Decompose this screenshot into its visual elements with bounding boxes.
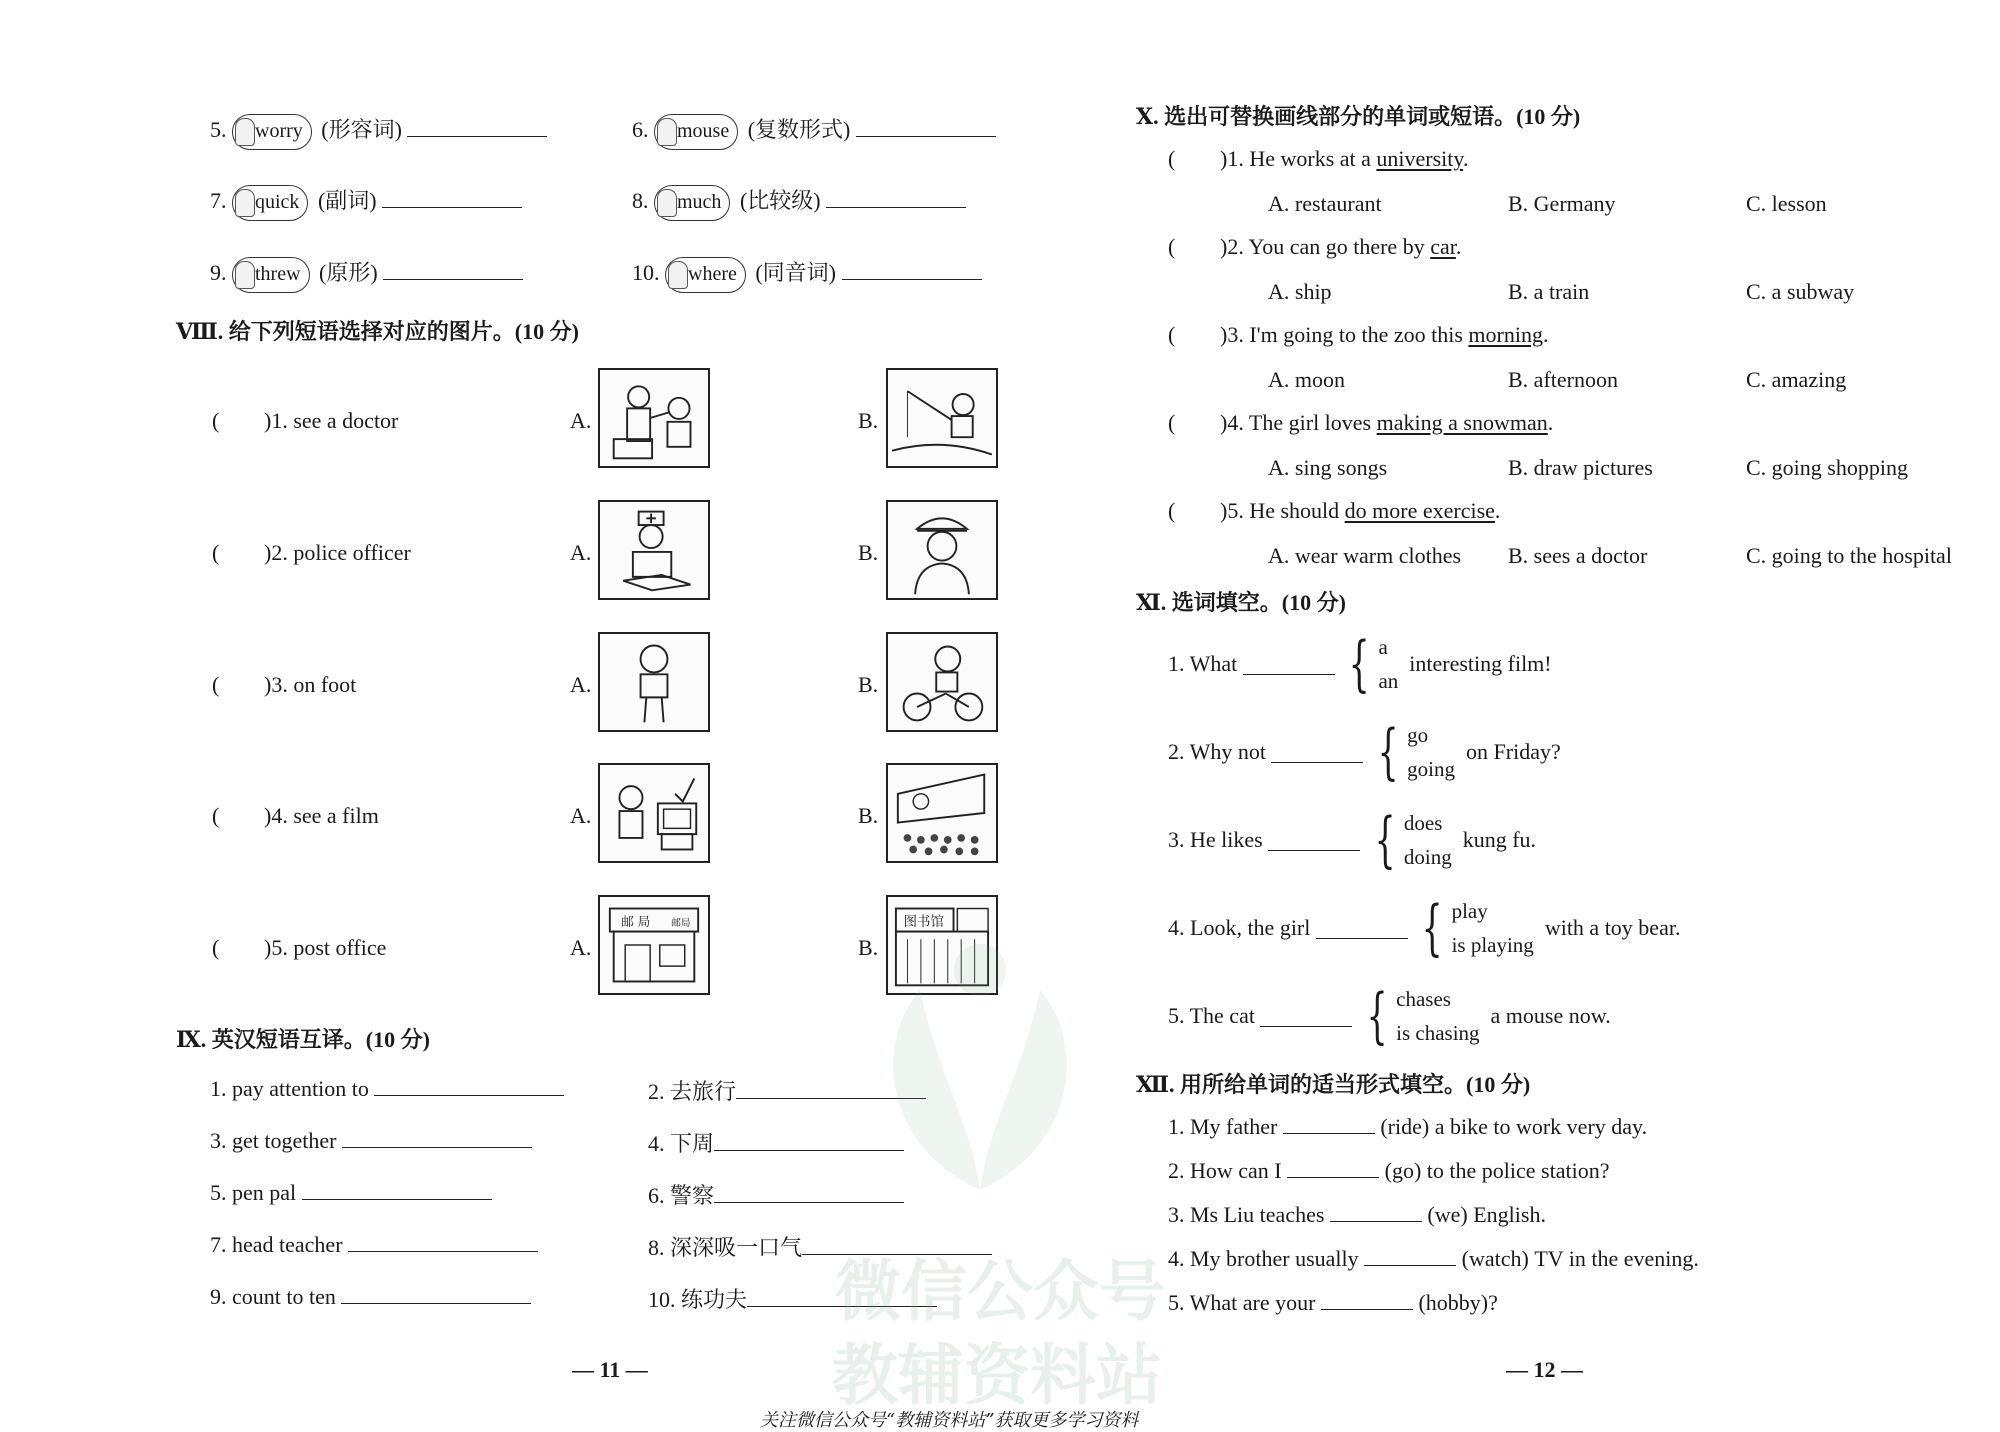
paren: ( — [212, 803, 220, 828]
underlined-phrase: university — [1376, 146, 1463, 171]
answer-blank[interactable] — [842, 259, 982, 280]
question-tail: ? — [1488, 1290, 1498, 1315]
word-option[interactable]: a — [1378, 635, 1388, 659]
word-box: where — [665, 257, 746, 293]
question-text: )1. He works at a — [1220, 146, 1377, 171]
paren: ( — [1168, 234, 1176, 259]
word-options — [1404, 806, 1452, 874]
question-text: )4. The girl loves — [1220, 410, 1377, 435]
question-text: 5. The cat — [1168, 1003, 1255, 1028]
word-option[interactable]: does — [1403, 811, 1443, 835]
translate-prompt: 1. pay attention to — [210, 1076, 369, 1101]
hint: (形容词) — [321, 117, 402, 142]
answer-blank[interactable] — [1364, 1245, 1456, 1266]
question-tail: a mouse now. — [1490, 1003, 1611, 1028]
answer-blank[interactable] — [341, 1283, 531, 1304]
word-options — [1396, 982, 1479, 1050]
item-number: 9. — [210, 260, 227, 285]
translate-prompt: 6. 警察 — [648, 1183, 715, 1208]
paren: ( — [1168, 322, 1176, 347]
word-option[interactable]: is playing — [1451, 933, 1534, 957]
answer-blank[interactable] — [856, 116, 996, 137]
bike-picture[interactable] — [886, 632, 998, 732]
option-b-label: B. — [858, 408, 879, 433]
paren: ( — [212, 408, 220, 433]
match-label: )2. police officer — [264, 540, 411, 565]
choice-question-4 — [1168, 410, 1553, 436]
question-text: 4. Look, the girl — [1168, 915, 1311, 940]
option-a[interactable]: A. sing songs — [1268, 455, 1388, 480]
option-b-label: B. — [858, 803, 879, 828]
question-tail: kung fu. — [1462, 827, 1537, 852]
choice-question-1 — [1168, 146, 1468, 172]
section-9-title: Ⅸ. 英汉短语互译。(10 分) — [176, 1027, 430, 1052]
question-text: 2. Why not — [1168, 739, 1266, 764]
section-12-title: Ⅻ. 用所给单词的适当形式填空。(10 分) — [1136, 1072, 1531, 1097]
translate-item — [210, 1283, 531, 1310]
word-item-6 — [632, 113, 996, 150]
question-text: 2. How can I — [1168, 1158, 1282, 1183]
fishing-picture[interactable] — [886, 368, 998, 468]
answer-blank[interactable] — [407, 116, 547, 137]
form-fill-3 — [1168, 1201, 1546, 1228]
paren: ( — [212, 540, 220, 565]
answer-blank[interactable] — [342, 1127, 532, 1148]
match-item-2 — [212, 540, 411, 566]
word-box: mouse — [654, 114, 738, 150]
section-11-title: Ⅺ. 选词填空。(10 分) — [1136, 590, 1346, 615]
doctor-picture[interactable] — [598, 368, 710, 468]
word-item-8 — [632, 184, 966, 221]
answer-blank[interactable] — [1260, 1006, 1352, 1027]
hint: (复数形式) — [747, 117, 851, 142]
choice-question-2 — [1168, 234, 1461, 260]
option-a[interactable]: A. moon — [1268, 367, 1345, 392]
word-box: quick — [232, 185, 308, 221]
fill-choice-2 — [1168, 718, 1561, 786]
page-number-12: — 12 — — [1506, 1357, 1583, 1382]
match-label: )3. on foot — [264, 672, 357, 697]
answer-blank[interactable] — [348, 1231, 538, 1252]
option-b[interactable]: B. a train — [1508, 279, 1590, 304]
translate-prompt: 10. 练功夫 — [648, 1287, 748, 1312]
question-tail: interesting film! — [1409, 651, 1552, 676]
option-a-label: A. — [570, 408, 592, 433]
answer-blank[interactable] — [1316, 918, 1408, 939]
question-text: )5. He should — [1220, 498, 1345, 523]
question-text: 5. What are your — [1168, 1290, 1316, 1315]
option-b[interactable]: B. afternoon — [1508, 367, 1618, 392]
hint: (we) — [1427, 1202, 1468, 1227]
fill-choice-1 — [1168, 630, 1552, 698]
word-option[interactable]: going — [1407, 757, 1456, 781]
watermark-line1: 微信公众号 — [835, 1253, 1165, 1330]
word-box: worry — [232, 114, 312, 150]
word-item-9 — [210, 256, 523, 293]
answer-blank[interactable] — [826, 187, 966, 208]
question-text: )3. I'm going to the zoo this — [1220, 322, 1469, 347]
question-text: 3. Ms Liu teaches — [1168, 1202, 1325, 1227]
translate-prompt: 7. head teacher — [210, 1232, 343, 1257]
word-option[interactable]: go — [1407, 723, 1429, 747]
punct: . — [1455, 234, 1462, 259]
paren: ( — [212, 672, 220, 697]
fill-choice-5 — [1168, 982, 1611, 1050]
cinema-picture[interactable] — [886, 763, 998, 863]
match-item-1 — [212, 408, 398, 434]
underlined-phrase: car — [1430, 234, 1456, 259]
leaf-watermark-icon — [830, 930, 1130, 1230]
paren: ( — [1168, 498, 1176, 523]
post-sign-small: 邮局 — [671, 917, 691, 929]
word-option[interactable]: doing — [1403, 845, 1452, 869]
match-label: )5. post office — [264, 935, 387, 960]
match-item-3 — [212, 672, 356, 698]
question-tail: to the police station? — [1426, 1158, 1610, 1183]
choice-question-5 — [1168, 498, 1500, 524]
question-text: )2. You can go there by — [1220, 234, 1431, 259]
translate-prompt: 3. get together — [210, 1128, 337, 1153]
paren: ( — [212, 935, 220, 960]
option-b-label: B. — [858, 672, 879, 697]
punct: . — [1494, 498, 1501, 523]
word-option[interactable]: is chasing — [1396, 1021, 1480, 1045]
option-c[interactable]: C. going to the hospital — [1746, 543, 1952, 568]
punct: . — [1547, 410, 1554, 435]
question-text: 1. What — [1168, 651, 1238, 676]
option-b-label: B. — [858, 935, 879, 960]
hint: (hobby) — [1418, 1290, 1489, 1315]
question-tail: a bike to work very day. — [1434, 1114, 1648, 1139]
translate-prompt: 2. 去旅行 — [648, 1079, 737, 1104]
answer-blank[interactable] — [383, 259, 523, 280]
punct: . — [1462, 146, 1469, 171]
form-fill-1 — [1168, 1113, 1647, 1140]
question-tail: English. — [1473, 1202, 1546, 1227]
brace: { — [1374, 805, 1396, 875]
question-text: 1. My father — [1168, 1114, 1278, 1139]
option-c[interactable]: C. lesson — [1746, 191, 1827, 216]
paren: ( — [1168, 146, 1176, 171]
post-sign: 邮 局 — [621, 913, 651, 929]
option-b[interactable]: B. draw pictures — [1508, 455, 1653, 480]
word-options — [1407, 718, 1455, 786]
form-fill-5 — [1168, 1289, 1498, 1316]
footer-note: 关注微信公众号“教辅资料站”获取更多学习资料 — [760, 1410, 1139, 1431]
underlined-phrase: do more exercise — [1344, 498, 1495, 523]
fill-choice-4 — [1168, 894, 1680, 962]
option-a[interactable]: A. ship — [1268, 279, 1332, 304]
underlined-phrase: morning — [1468, 322, 1543, 347]
item-number: 6. — [632, 117, 649, 142]
brace: { — [1421, 893, 1443, 963]
word-option[interactable]: play — [1451, 899, 1488, 923]
item-number: 8. — [632, 188, 649, 213]
word-options — [1452, 894, 1534, 962]
answer-blank[interactable] — [374, 1075, 564, 1096]
translate-item — [210, 1127, 532, 1154]
option-a-label: A. — [570, 803, 592, 828]
option-a[interactable]: A. wear warm clothes — [1268, 543, 1462, 568]
question-tail: with a toy bear. — [1544, 915, 1681, 940]
question-text: 3. He likes — [1168, 827, 1263, 852]
answer-blank[interactable] — [1330, 1201, 1422, 1222]
translate-prompt: 5. pen pal — [210, 1180, 297, 1205]
form-fill-2 — [1168, 1157, 1609, 1184]
word-item-10 — [632, 256, 982, 293]
answer-blank[interactable] — [1321, 1289, 1413, 1310]
option-b[interactable]: B. sees a doctor — [1508, 543, 1648, 568]
form-fill-4 — [1168, 1245, 1699, 1272]
hint: (原形) — [319, 260, 378, 285]
translate-item — [210, 1231, 538, 1258]
translate-prompt: 8. 深深吸一口气 — [648, 1235, 803, 1260]
hint: (同音词) — [755, 260, 837, 285]
word-item-7 — [210, 184, 522, 221]
question-tail: TV in the evening. — [1534, 1246, 1699, 1271]
option-b[interactable]: B. Germany — [1508, 191, 1616, 216]
option-b-label: B. — [858, 540, 879, 565]
library-sign: 图书馆 — [903, 914, 944, 930]
hint: (go) — [1384, 1158, 1422, 1183]
option-a-label: A. — [570, 540, 592, 565]
option-a-label: A. — [570, 672, 592, 697]
choice-question-3 — [1168, 322, 1548, 348]
word-item-5 — [210, 113, 547, 150]
hint: (watch) — [1461, 1246, 1529, 1271]
answer-blank[interactable] — [1271, 742, 1363, 763]
fill-choice-3 — [1168, 806, 1536, 874]
word-box: threw — [232, 257, 310, 293]
walking-boy-picture[interactable] — [598, 632, 710, 732]
question-text: 4. My brother usually — [1168, 1246, 1359, 1271]
paren: ( — [1168, 410, 1176, 435]
match-item-4 — [212, 803, 379, 829]
hint: (比较级) — [739, 188, 821, 213]
item-number: 5. — [210, 117, 227, 142]
answer-blank[interactable] — [1268, 830, 1360, 851]
question-tail: on Friday? — [1466, 739, 1561, 764]
match-label: )4. see a film — [264, 803, 379, 828]
word-option[interactable]: an — [1378, 669, 1399, 693]
brace: { — [1366, 981, 1388, 1051]
brace: { — [1348, 629, 1370, 699]
brace: { — [1377, 717, 1399, 787]
hint: (副词) — [317, 188, 377, 213]
translate-prompt: 4. 下周 — [648, 1131, 715, 1156]
nurse-picture[interactable] — [598, 500, 710, 600]
underlined-phrase: making a snowman — [1376, 410, 1548, 435]
answer-blank[interactable] — [1287, 1157, 1379, 1178]
answer-blank[interactable] — [1283, 1113, 1375, 1134]
match-item-5 — [212, 935, 386, 961]
police-picture[interactable] — [886, 500, 998, 600]
post-office-picture[interactable] — [598, 895, 710, 995]
option-c[interactable]: C. going shopping — [1746, 455, 1908, 480]
word-options — [1378, 630, 1398, 698]
translate-prompt: 9. count to ten — [210, 1284, 336, 1309]
option-c[interactable]: C. amazing — [1746, 367, 1847, 392]
watermark-line2: 教辅资料站 — [832, 1337, 1162, 1414]
item-number: 7. — [210, 188, 227, 213]
option-a[interactable]: A. restaurant — [1268, 191, 1382, 216]
page-number-11: — 11 — — [572, 1357, 648, 1382]
word-box: much — [654, 185, 730, 221]
translate-item — [210, 1075, 564, 1102]
word-option[interactable]: chases — [1396, 987, 1451, 1011]
option-a-label: A. — [570, 935, 592, 960]
hint: (ride) — [1380, 1114, 1430, 1139]
answer-blank[interactable] — [302, 1179, 492, 1200]
section-10-title: Ⅹ. 选出可替换画线部分的单词或短语。(10 分) — [1136, 104, 1581, 129]
answer-blank[interactable] — [382, 187, 522, 208]
match-label: )1. see a doctor — [264, 408, 399, 433]
option-c[interactable]: C. a subway — [1746, 279, 1855, 304]
punct: . — [1542, 322, 1549, 347]
item-number: 10. — [632, 260, 660, 285]
translate-item — [210, 1179, 492, 1206]
answer-blank[interactable] — [1243, 654, 1335, 675]
tv-picture[interactable] — [598, 763, 710, 863]
section-8-title: Ⅷ. 给下列短语选择对应的图片。(10 分) — [176, 319, 579, 344]
